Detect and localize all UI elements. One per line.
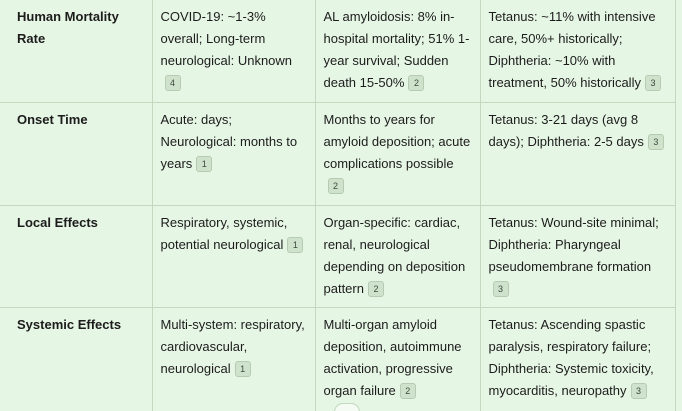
citation-badge[interactable]: 2 [368, 281, 384, 297]
table-row [0, 102, 675, 205]
table-row [0, 307, 675, 411]
citation-badge[interactable]: 1 [235, 361, 251, 377]
citation-badge[interactable]: 2 [408, 75, 424, 91]
table-cell [480, 205, 675, 307]
citation-badge[interactable]: 2 [328, 178, 344, 194]
table-cell [315, 102, 480, 205]
cell-text: Acute: days; Neurological: months to years [160, 111, 298, 171]
citation-badge[interactable]: 3 [493, 281, 509, 297]
cell-text: Months to years for amyloid deposition; acute complications possible [323, 111, 471, 171]
table-cell [480, 102, 675, 205]
table-row [0, 0, 675, 102]
table-cell [152, 0, 315, 102]
row-header: Human Mortality Rate [0, 0, 152, 102]
cell-text: Organ-specific: cardiac, renal, neurological depending on deposition pattern [323, 214, 466, 296]
citation-badge[interactable]: 3 [645, 75, 661, 91]
cell-text: Respiratory, systemic, potential neurological [160, 214, 288, 252]
table-cell [315, 307, 480, 411]
table-cell [152, 307, 315, 411]
citation-badge[interactable]: 1 [196, 156, 212, 172]
table-row [0, 205, 675, 307]
cell-text: Tetanus: Ascending spastic paralysis, respiratory failure; Diphtheria: Systemic toxicity, myocarditis, neuropathy [488, 316, 654, 398]
table-cell [152, 205, 315, 307]
row-header: Local Effects [0, 205, 152, 307]
scroll-down-button[interactable] [334, 403, 360, 411]
table-cell [315, 0, 480, 102]
cell-text: AL amyloidosis: 8% in-hospital mortality; 51% 1-year survival; Sudden death 15-50% [323, 9, 470, 90]
table-cell [152, 102, 315, 205]
cell-text: Tetanus: ~11% with intensive care, 50%+ historically; Diphtheria: ~10% with treatment, 50% historically [488, 9, 656, 90]
citation-badge[interactable]: 1 [287, 237, 303, 253]
row-header: Systemic Effects [0, 307, 152, 411]
cell-text: Multi-organ amyloid deposition, autoimmune activation, progressive organ failure [323, 316, 462, 398]
citation-badge[interactable]: 3 [631, 383, 647, 399]
row-header: Onset Time [0, 102, 152, 205]
table-cell [480, 307, 675, 411]
table-cell [480, 0, 675, 102]
citation-badge[interactable]: 4 [165, 75, 181, 91]
table-cell [315, 205, 480, 307]
citation-badge[interactable]: 3 [648, 134, 664, 150]
cell-text: COVID-19: ~1-3% overall; Long-term neurological: Unknown [160, 9, 293, 68]
cell-text: Tetanus: 3-21 days (avg 8 days); Diphtheria: 2-5 days [488, 111, 644, 149]
cell-text: Tetanus: Wound-site minimal; Diphtheria: Pharyngeal pseudomembrane formation [488, 214, 659, 274]
citation-badge[interactable]: 2 [400, 383, 416, 399]
cell-text: Multi-system: respiratory, cardiovascular, neurological [160, 316, 305, 376]
